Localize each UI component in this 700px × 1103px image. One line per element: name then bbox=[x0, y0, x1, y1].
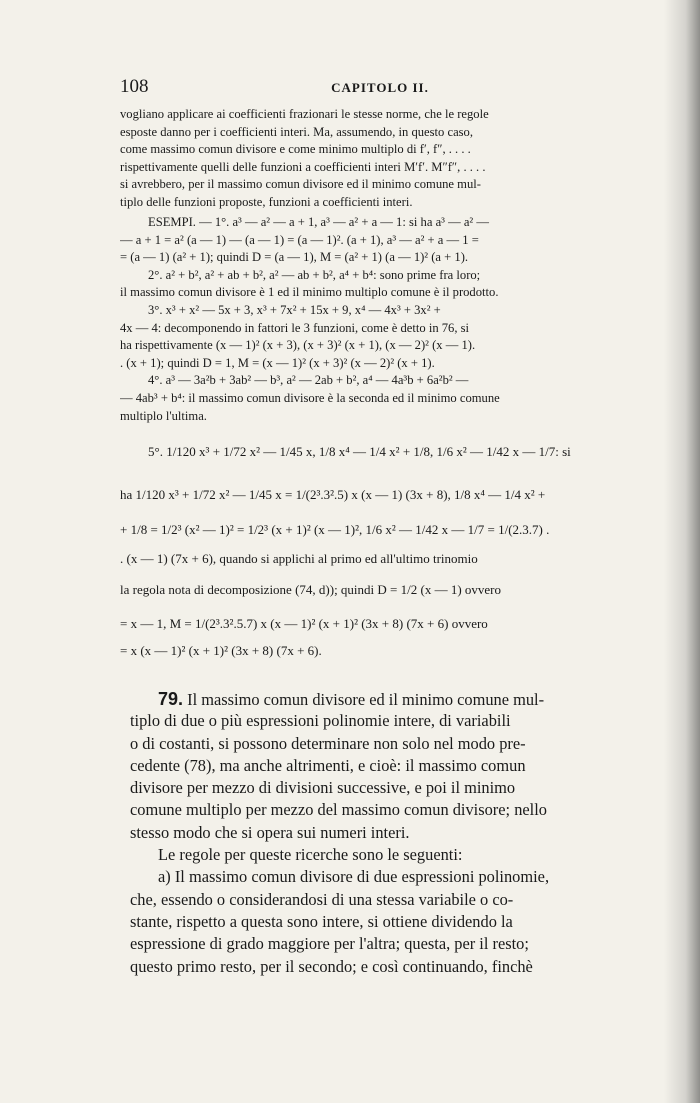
example-5-row-4: . (x — 1) (7x + 6), quando si applichi al primo ed all'ultimo trinomio bbox=[120, 551, 478, 566]
page-edge-shadow bbox=[664, 0, 700, 1103]
section-line: comune multiplo per mezzo del massimo comun divisore; nello bbox=[130, 800, 547, 820]
example-4-line: multiplo l'ultima. bbox=[120, 408, 207, 423]
section-79 bbox=[130, 688, 638, 978]
section-line: cedente (78), ma anche altrimenti, e cioè: il massimo comun bbox=[130, 755, 526, 775]
page-number: 108 bbox=[120, 76, 149, 97]
section-line bbox=[130, 688, 638, 710]
text-line: come massimo comun divisore e come minimo multiplo di f′, f″, . . . . bbox=[120, 142, 471, 157]
example-5-row-1: 5°. 1/120 x³ + 1/72 x² — 1/45 x, 1/8 x⁴ — 1/4 x² + 1/8, 1/6 x² — 1/42 x — 1/7: si bbox=[148, 444, 571, 459]
example-4-line: — 4ab³ + b⁴: il massimo comun divisore è la seconda ed il minimo comune bbox=[120, 390, 500, 405]
section-number: 79. bbox=[158, 689, 184, 709]
page-header bbox=[120, 76, 640, 100]
example-5-row-5: la regola nota di decomposizione (74, d)); quindi D = 1/2 (x — 1) ovvero bbox=[120, 582, 501, 597]
section-line: stante, rispetto a questa sono intere, si ottiene dividendo la bbox=[130, 911, 513, 931]
example-1-line: = (a — 1) (a² + 1); quindi D = (a — 1), M = (a² + 1) (a — 1)² (a + 1). bbox=[120, 250, 469, 265]
section-line: stesso modo che si opera sui numeri interi. bbox=[130, 822, 410, 842]
example-5-row-7: = x (x — 1)² (x + 1)² (3x + 8) (7x + 6). bbox=[120, 643, 322, 658]
text-line: vogliano applicare ai coefficienti frazionari le stesse norme, che le regole bbox=[120, 107, 489, 121]
section-line: o di costanti, si possono determinare non solo nel modo pre- bbox=[130, 733, 526, 753]
example-5-row-6: = x — 1, M = 1/(2³.3².5.7) x (x — 1)² (x + 1)² (3x + 8) (7x + 6) ovvero bbox=[120, 616, 488, 631]
chapter-title: CAPITOLO II. bbox=[331, 80, 429, 95]
example-1-line: — a + 1 = a² (a — 1) — (a — 1) = (a — 1)². (a + 1), a³ — a² + a — 1 = bbox=[120, 232, 479, 247]
section-line: espressione di grado maggiore per l'altra; questa, per il resto; bbox=[130, 934, 529, 954]
example-2-line: il massimo comun divisore è 1 ed il minimo multiplo comune è il prodotto. bbox=[120, 285, 499, 300]
example-1-line: ESEMPI. — 1°. a³ — a² — a + 1, a³ — a² + a — 1: si ha a³ — a² — bbox=[148, 215, 489, 229]
text-line: si avrebbero, per il massimo comun divisore ed il minimo comune mul- bbox=[120, 177, 481, 192]
example-3-line: 4x — 4: decomponendo in fattori le 3 funzioni, come è detto in 76, si bbox=[120, 320, 470, 335]
text-line: esposte danno per i coefficienti interi. Ma, assumendo, in questo caso, bbox=[120, 124, 473, 139]
text-line: rispettivamente quelli delle funzioni a coefficienti interi M′f′. M″f″, . . . . bbox=[120, 159, 486, 174]
example-3-line: . (x + 1); quindi D = 1, M = (x — 1)² (x + 3)² (x — 2)² (x + 1). bbox=[120, 355, 435, 370]
section-line: divisore per mezzo di divisioni successive, e poi il minimo bbox=[130, 778, 516, 798]
example-2-line: 2°. a² + b², a² + ab + b², a² — ab + b², a⁴ + b⁴: sono prime fra loro; bbox=[148, 267, 481, 282]
section-line: che, essendo o considerandosi di una stessa variabile o co- bbox=[130, 889, 514, 909]
example-5-row-2: ha 1/120 x³ + 1/72 x² — 1/45 x = 1/(2³.3².5) x (x — 1) (3x + 8), 1/8 x⁴ — 1/4 x² + bbox=[120, 487, 546, 502]
section-line: a) Il massimo comun divisore di due espressioni polinomie, bbox=[158, 867, 550, 887]
examples-block bbox=[120, 214, 636, 425]
section-line: tiplo di due o più espressioni polinomie intere, di variabili bbox=[130, 711, 511, 731]
example-3-line: 3°. x³ + x² — 5x + 3, x³ + 7x² + 15x + 9, x⁴ — 4x³ + 3x² + bbox=[148, 302, 441, 317]
text-line: tiplo delle funzioni proposte, funzioni a coefficienti interi. bbox=[120, 194, 413, 209]
intro-paragraph bbox=[120, 106, 636, 212]
section-line: questo primo resto, per il secondo; e così continuando, finchè bbox=[130, 956, 533, 976]
example-5-row-3: + 1/8 = 1/2³ (x² — 1)² = 1/2³ (x + 1)² (x — 1)², 1/6 x² — 1/42 x — 1/7 = 1/(2.3.7) . bbox=[120, 522, 550, 537]
section-line: Le regole per queste ricerche sono le seguenti: bbox=[158, 845, 463, 865]
example-4-line: 4°. a³ — 3a²b + 3ab² — b³, a² — 2ab + b², a⁴ — 4a³b + 6a²b² — bbox=[148, 373, 469, 388]
section-text: Il massimo comun divisore ed il minimo comune mul- bbox=[187, 690, 545, 709]
example-3-line: ha rispettivamente (x — 1)² (x + 3), (x + 3)² (x + 1), (x — 2)² (x — 1). bbox=[120, 338, 476, 353]
